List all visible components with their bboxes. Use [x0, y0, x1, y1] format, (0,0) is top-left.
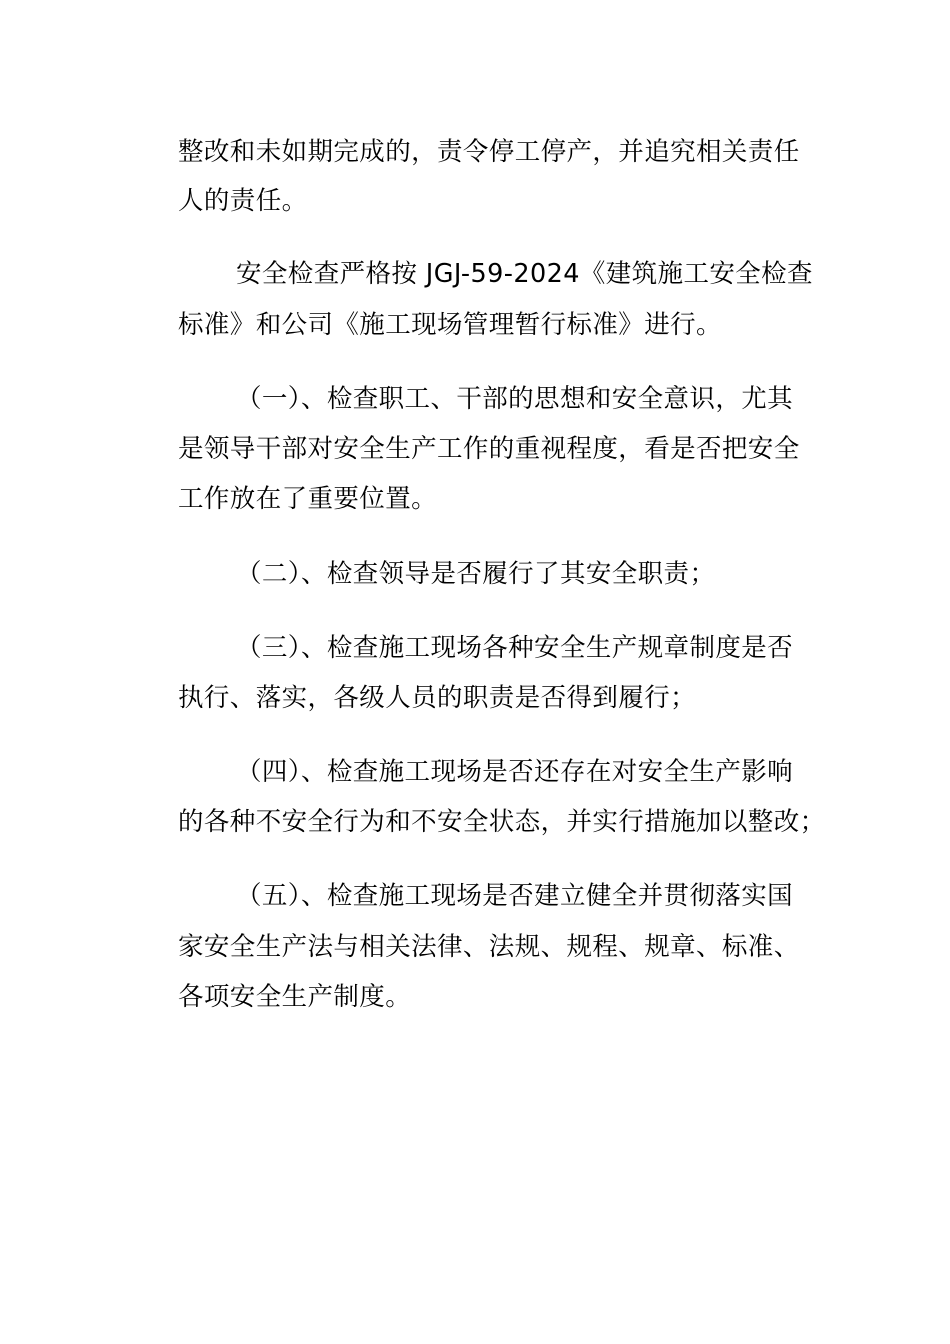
paragraph-line: （三）、检查施工现场各种安全生产规章制度是否 — [236, 633, 794, 663]
paragraph-line: 标准》和公司《施工现场管理暂行标准》进行。 — [178, 310, 722, 340]
paragraph-line: （四）、检查施工现场是否还存在对安全生产影响 — [236, 757, 794, 787]
paragraph-line: 的各种不安全行为和不安全状态，并实行措施加以整改； — [178, 807, 826, 837]
paragraph-line: 安全检查严格按 JGJ-59-2024《建筑施工安全检查 — [236, 259, 813, 289]
paragraph-line: 执行、落实，各级人员的职责是否得到履行； — [178, 683, 697, 713]
paragraph-line: （一）、检查职工、干部的思想和安全意识，尤其 — [236, 384, 794, 414]
paragraph-line: 家安全生产法与相关法律、法规、规程、规章、标准、 — [178, 932, 800, 962]
paragraph-line: 人的责任。 — [178, 186, 308, 216]
paragraph-line: 各项安全生产制度。 — [178, 982, 412, 1012]
paragraph-line: 是领导干部对安全生产工作的重视程度，看是否把安全 — [178, 434, 800, 464]
paragraph-line: 整改和未如期完成的，责令停工停产，并追究相关责任 — [178, 137, 800, 167]
paragraph-line: （五）、检查施工现场是否建立健全并贯彻落实国 — [236, 881, 794, 911]
paragraph-line: （二）、检查领导是否履行了其安全职责； — [236, 559, 716, 589]
paragraph-line: 工作放在了重要位置。 — [178, 484, 438, 514]
